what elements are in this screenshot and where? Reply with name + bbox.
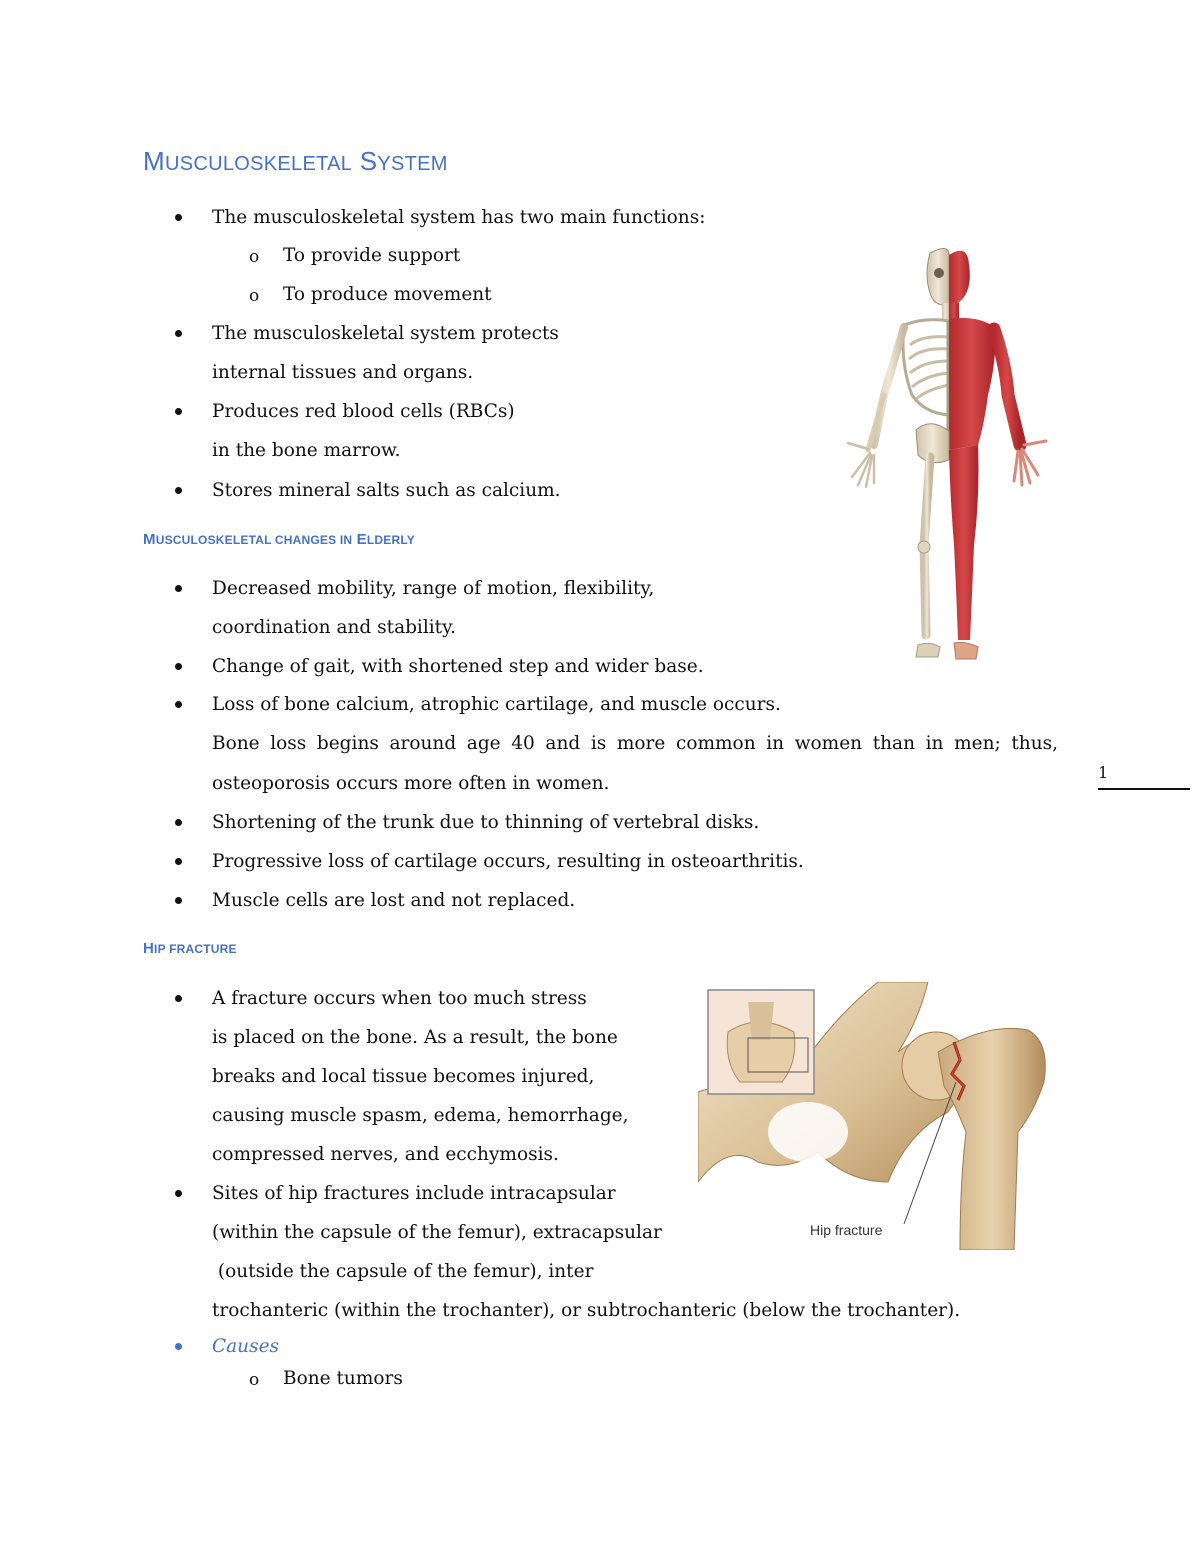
list-item-continuation: compressed nerves, and ecchymosis. bbox=[212, 1144, 559, 1165]
bullet-marker bbox=[175, 701, 182, 708]
bullet-marker bbox=[175, 819, 182, 826]
list-item: Sites of hip fractures include intracapsular bbox=[212, 1183, 616, 1204]
list-item-continuation: osteoporosis occurs more often in women. bbox=[212, 773, 610, 794]
list-item: Loss of bone calcium, atrophic cartilage, and muscle occurs. bbox=[212, 694, 781, 715]
list-item-continuation: trochanteric (within the trochanter), or subtrochanteric (below the trochanter). bbox=[212, 1300, 961, 1321]
bullet-marker bbox=[175, 663, 182, 670]
list-item: A fracture occurs when too much stress bbox=[212, 988, 587, 1009]
page-number-rule bbox=[1098, 788, 1190, 790]
bullet-marker bbox=[175, 858, 182, 865]
sub-list-item: To produce movement bbox=[283, 284, 492, 305]
sub-bullet-marker: o bbox=[249, 247, 260, 267]
section-heading-hip-fracture: HIP FRACTURE bbox=[143, 940, 237, 957]
bullet-marker bbox=[175, 897, 182, 904]
list-item: Produces red blood cells (RBCs) bbox=[212, 401, 515, 422]
bullet-marker bbox=[175, 330, 182, 337]
list-item-continuation: (outside the capsule of the femur), inter bbox=[212, 1261, 594, 1282]
sub-list-item: Bone tumors bbox=[283, 1368, 403, 1389]
list-item-continuation: breaks and local tissue becomes injured, bbox=[212, 1066, 595, 1087]
sub-bullet-marker: o bbox=[249, 1370, 260, 1390]
list-item: The musculoskeletal system protects bbox=[212, 323, 559, 344]
list-item: The musculoskeletal system has two main functions: bbox=[212, 207, 706, 228]
bullet-marker bbox=[175, 995, 182, 1002]
figure-label: Hip fracture bbox=[810, 1222, 883, 1238]
hip-fracture-image bbox=[698, 982, 1060, 1250]
section-heading-elderly: MUSCULOSKELETAL CHANGES IN ELDERLY bbox=[143, 531, 415, 548]
list-item: Muscle cells are lost and not replaced. bbox=[212, 890, 576, 911]
list-item: Stores mineral salts such as calcium. bbox=[212, 480, 561, 501]
list-item: Decreased mobility, range of motion, flexibility, bbox=[212, 578, 655, 599]
list-item-continuation: Bone loss begins around age 40 and is more common in women than in men; thus, bbox=[212, 733, 1058, 754]
bullet-marker bbox=[175, 408, 182, 415]
list-item-continuation: is placed on the bone. As a result, the bone bbox=[212, 1027, 618, 1048]
bullet-marker bbox=[175, 214, 182, 221]
page-number: 1 bbox=[1098, 763, 1109, 782]
list-item: Shortening of the trunk due to thinning of vertebral disks. bbox=[212, 812, 760, 833]
musculoskeletal-figure-image bbox=[838, 245, 1060, 670]
page-title: MUSCULOSKELETAL SYSTEM bbox=[143, 146, 448, 176]
sub-list-item: To provide support bbox=[283, 245, 461, 266]
causes-label: Causes bbox=[212, 1336, 280, 1357]
bullet-marker bbox=[175, 1343, 182, 1350]
bullet-marker bbox=[175, 1190, 182, 1197]
list-item-continuation: (within the capsule of the femur), extracapsular bbox=[212, 1222, 662, 1243]
list-item: Change of gait, with shortened step and wider base. bbox=[212, 656, 704, 677]
sub-bullet-marker: o bbox=[249, 286, 260, 306]
list-item-continuation: coordination and stability. bbox=[212, 617, 456, 638]
list-item-continuation: internal tissues and organs. bbox=[212, 362, 474, 383]
bullet-marker bbox=[175, 487, 182, 494]
list-item-continuation: in the bone marrow. bbox=[212, 440, 401, 461]
list-item-continuation: causing muscle spasm, edema, hemorrhage, bbox=[212, 1105, 629, 1126]
list-item: Progressive loss of cartilage occurs, resulting in osteoarthritis. bbox=[212, 851, 804, 872]
bullet-marker bbox=[175, 585, 182, 592]
